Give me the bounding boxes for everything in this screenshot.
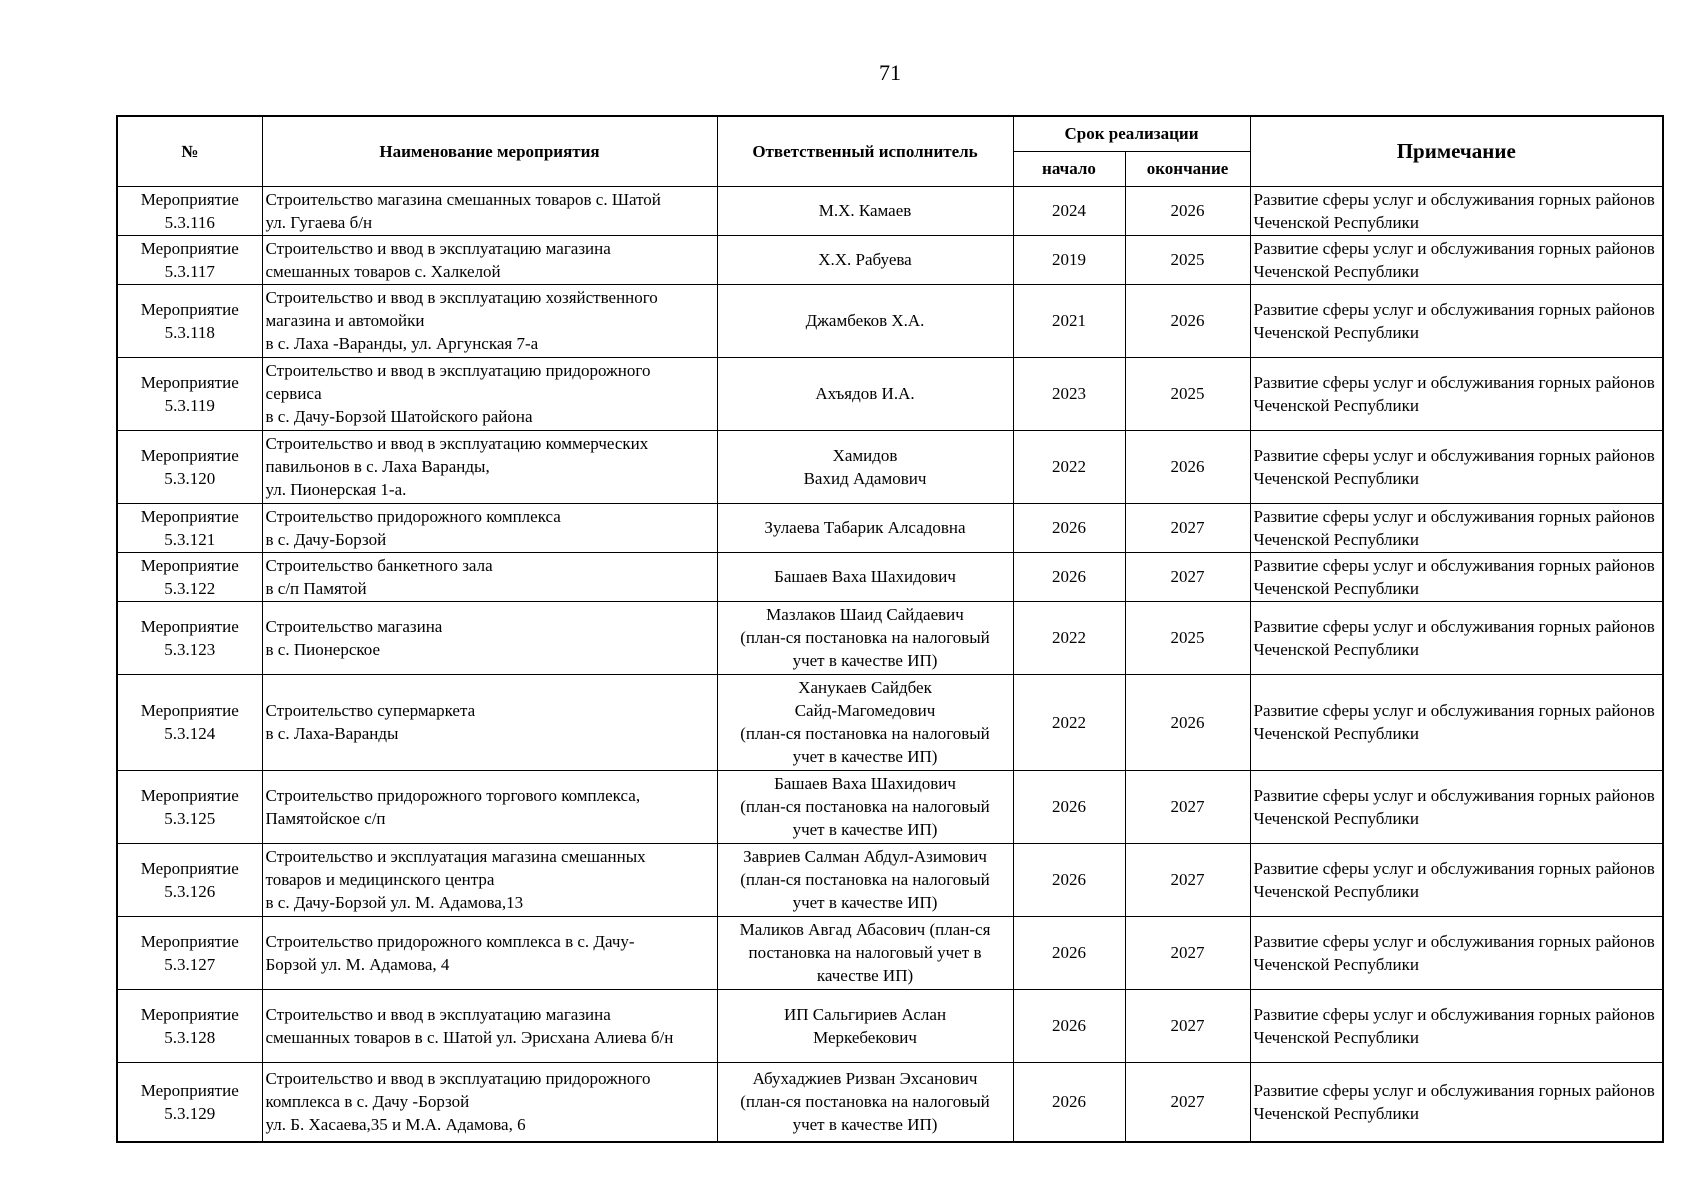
row-end: 2027 bbox=[1125, 503, 1250, 552]
row-start: 2024 bbox=[1013, 186, 1125, 235]
row-end: 2025 bbox=[1125, 235, 1250, 284]
row-note: Развитие сферы услуг и обслуживания горных районов Чеченской Республики bbox=[1250, 843, 1663, 916]
row-end: 2026 bbox=[1125, 430, 1250, 503]
row-id: Мероприятие 5.3.120 bbox=[117, 430, 262, 503]
table-row bbox=[117, 430, 1663, 503]
row-note: Развитие сферы услуг и обслуживания горных районов Чеченской Республики bbox=[1250, 430, 1663, 503]
page-number: 71 bbox=[879, 60, 901, 85]
row-name: Строительство придорожного торгового комплекса, Памятойское с/п bbox=[262, 770, 717, 843]
table-row bbox=[117, 989, 1663, 1062]
row-executor: Завриев Салман Абдул-Азимович (план-ся постановка на налоговый учет в качестве ИП) bbox=[717, 843, 1013, 916]
table-body bbox=[117, 186, 1663, 1142]
row-start: 2022 bbox=[1013, 430, 1125, 503]
row-executor: Башаев Ваха Шахидович bbox=[717, 552, 1013, 601]
table-header bbox=[117, 116, 1663, 186]
table-row bbox=[117, 186, 1663, 235]
row-executor: Ахъядов И.А. bbox=[717, 357, 1013, 430]
row-end: 2025 bbox=[1125, 601, 1250, 674]
header-no: № bbox=[117, 116, 262, 186]
row-name: Строительство и ввод в эксплуатацию коммерческих павильонов в с. Лаха Варанды, ул. Пионерская 1-а. bbox=[262, 430, 717, 503]
row-name: Строительство супермаркета в с. Лаха-Варанды bbox=[262, 674, 717, 770]
row-id: Мероприятие 5.3.129 bbox=[117, 1062, 262, 1142]
row-executor: Ханукаев Сайдбек Сайд-Магомедович (план-ся постановка на налоговый учет в качестве ИП) bbox=[717, 674, 1013, 770]
row-end: 2027 bbox=[1125, 770, 1250, 843]
row-name: Строительство магазина смешанных товаров с. Шатой ул. Гугаева б/н bbox=[262, 186, 717, 235]
header-executor: Ответственный исполнитель bbox=[717, 116, 1013, 186]
table-row bbox=[117, 235, 1663, 284]
table-row bbox=[117, 357, 1663, 430]
row-id: Мероприятие 5.3.127 bbox=[117, 916, 262, 989]
table-row bbox=[117, 552, 1663, 601]
row-end: 2027 bbox=[1125, 989, 1250, 1062]
row-note: Развитие сферы услуг и обслуживания горных районов Чеченской Республики bbox=[1250, 235, 1663, 284]
table-row bbox=[117, 770, 1663, 843]
row-start: 2026 bbox=[1013, 1062, 1125, 1142]
row-name: Строительство и ввод в эксплуатацию хозяйственного магазина и автомойки в с. Лаха -Варанды, ул. Аргунская 7-а bbox=[262, 284, 717, 357]
row-name: Строительство банкетного зала в с/п Памятой bbox=[262, 552, 717, 601]
row-id: Мероприятие 5.3.118 bbox=[117, 284, 262, 357]
row-id: Мероприятие 5.3.126 bbox=[117, 843, 262, 916]
table-row bbox=[117, 1062, 1663, 1142]
row-executor: Хамидов Вахид Адамович bbox=[717, 430, 1013, 503]
table-row bbox=[117, 601, 1663, 674]
measures-table bbox=[116, 115, 1664, 1143]
row-end: 2026 bbox=[1125, 186, 1250, 235]
row-end: 2027 bbox=[1125, 552, 1250, 601]
row-start: 2026 bbox=[1013, 916, 1125, 989]
row-id: Мероприятие 5.3.119 bbox=[117, 357, 262, 430]
row-id: Мероприятие 5.3.125 bbox=[117, 770, 262, 843]
row-end: 2026 bbox=[1125, 674, 1250, 770]
row-start: 2026 bbox=[1013, 770, 1125, 843]
row-note: Развитие сферы услуг и обслуживания горных районов Чеченской Республики bbox=[1250, 601, 1663, 674]
header-start: начало bbox=[1013, 151, 1125, 186]
row-note: Развитие сферы услуг и обслуживания горных районов Чеченской Республики bbox=[1250, 989, 1663, 1062]
row-id: Мероприятие 5.3.121 bbox=[117, 503, 262, 552]
row-executor: ИП Сальгириев Аслан Меркебекович bbox=[717, 989, 1013, 1062]
row-name: Строительство и ввод в эксплуатацию придорожного комплекса в с. Дачу -Борзой ул. Б. Хасаева,35 и М.А. Адамова, 6 bbox=[262, 1062, 717, 1142]
row-executor: Мазлаков Шаид Сайдаевич (план-ся постановка на налоговый учет в качестве ИП) bbox=[717, 601, 1013, 674]
row-note: Развитие сферы услуг и обслуживания горных районов Чеченской Республики bbox=[1250, 186, 1663, 235]
row-name: Строительство магазина в с. Пионерское bbox=[262, 601, 717, 674]
header-end: окончание bbox=[1125, 151, 1250, 186]
row-id: Мероприятие 5.3.117 bbox=[117, 235, 262, 284]
row-executor: Х.Х. Рабуева bbox=[717, 235, 1013, 284]
row-name: Строительство и ввод в эксплуатацию придорожного сервиса в с. Дачу-Борзой Шатойского района bbox=[262, 357, 717, 430]
row-start: 2026 bbox=[1013, 989, 1125, 1062]
table-row bbox=[117, 503, 1663, 552]
row-note: Развитие сферы услуг и обслуживания горных районов Чеченской Республики bbox=[1250, 916, 1663, 989]
row-id: Мероприятие 5.3.116 bbox=[117, 186, 262, 235]
row-name: Строительство придорожного комплекса в с. Дачу- Борзой ул. М. Адамова, 4 bbox=[262, 916, 717, 989]
row-end: 2027 bbox=[1125, 1062, 1250, 1142]
header-name: Наименование мероприятия bbox=[262, 116, 717, 186]
row-id: Мероприятие 5.3.122 bbox=[117, 552, 262, 601]
row-start: 2022 bbox=[1013, 674, 1125, 770]
row-end: 2025 bbox=[1125, 357, 1250, 430]
row-name: Строительство придорожного комплекса в с. Дачу-Борзой bbox=[262, 503, 717, 552]
row-start: 2019 bbox=[1013, 235, 1125, 284]
row-end: 2026 bbox=[1125, 284, 1250, 357]
row-name: Строительство и эксплуатация магазина смешанных товаров и медицинского центра в с. Дачу-Борзой ул. М. Адамова,13 bbox=[262, 843, 717, 916]
table-row bbox=[117, 843, 1663, 916]
row-note: Развитие сферы услуг и обслуживания горных районов Чеченской Республики bbox=[1250, 503, 1663, 552]
row-end: 2027 bbox=[1125, 843, 1250, 916]
row-start: 2023 bbox=[1013, 357, 1125, 430]
row-start: 2022 bbox=[1013, 601, 1125, 674]
row-note: Развитие сферы услуг и обслуживания горных районов Чеченской Республики bbox=[1250, 770, 1663, 843]
row-executor: М.Х. Камаев bbox=[717, 186, 1013, 235]
table-row bbox=[117, 674, 1663, 770]
table-row bbox=[117, 916, 1663, 989]
row-id: Мероприятие 5.3.123 bbox=[117, 601, 262, 674]
row-executor: Абухаджиев Ризван Эхсанович (план-ся постановка на налоговый учет в качестве ИП) bbox=[717, 1062, 1013, 1142]
row-id: Мероприятие 5.3.128 bbox=[117, 989, 262, 1062]
row-start: 2021 bbox=[1013, 284, 1125, 357]
row-note: Развитие сферы услуг и обслуживания горных районов Чеченской Республики bbox=[1250, 284, 1663, 357]
row-note: Развитие сферы услуг и обслуживания горных районов Чеченской Республики bbox=[1250, 674, 1663, 770]
table-row bbox=[117, 284, 1663, 357]
row-executor: Зулаева Табарик Алсадовна bbox=[717, 503, 1013, 552]
row-name: Строительство и ввод в эксплуатацию магазина смешанных товаров с. Халкелой bbox=[262, 235, 717, 284]
row-start: 2026 bbox=[1013, 503, 1125, 552]
row-executor: Башаев Ваха Шахидович (план-ся постановка на налоговый учет в качестве ИП) bbox=[717, 770, 1013, 843]
row-start: 2026 bbox=[1013, 552, 1125, 601]
row-executor: Маликов Авгад Абасович (план-ся постановка на налоговый учет в качестве ИП) bbox=[717, 916, 1013, 989]
row-executor: Джамбеков Х.А. bbox=[717, 284, 1013, 357]
row-note: Развитие сферы услуг и обслуживания горных районов Чеченской Республики bbox=[1250, 1062, 1663, 1142]
header-note: Примечание bbox=[1250, 116, 1663, 186]
row-note: Развитие сферы услуг и обслуживания горных районов Чеченской Республики bbox=[1250, 357, 1663, 430]
row-start: 2026 bbox=[1013, 843, 1125, 916]
row-end: 2027 bbox=[1125, 916, 1250, 989]
header-term: Срок реализации bbox=[1013, 116, 1250, 151]
row-name: Строительство и ввод в эксплуатацию магазина смешанных товаров в с. Шатой ул. Эрисхана Алиева б/н bbox=[262, 989, 717, 1062]
row-id: Мероприятие 5.3.124 bbox=[117, 674, 262, 770]
row-note: Развитие сферы услуг и обслуживания горных районов Чеченской Республики bbox=[1250, 552, 1663, 601]
